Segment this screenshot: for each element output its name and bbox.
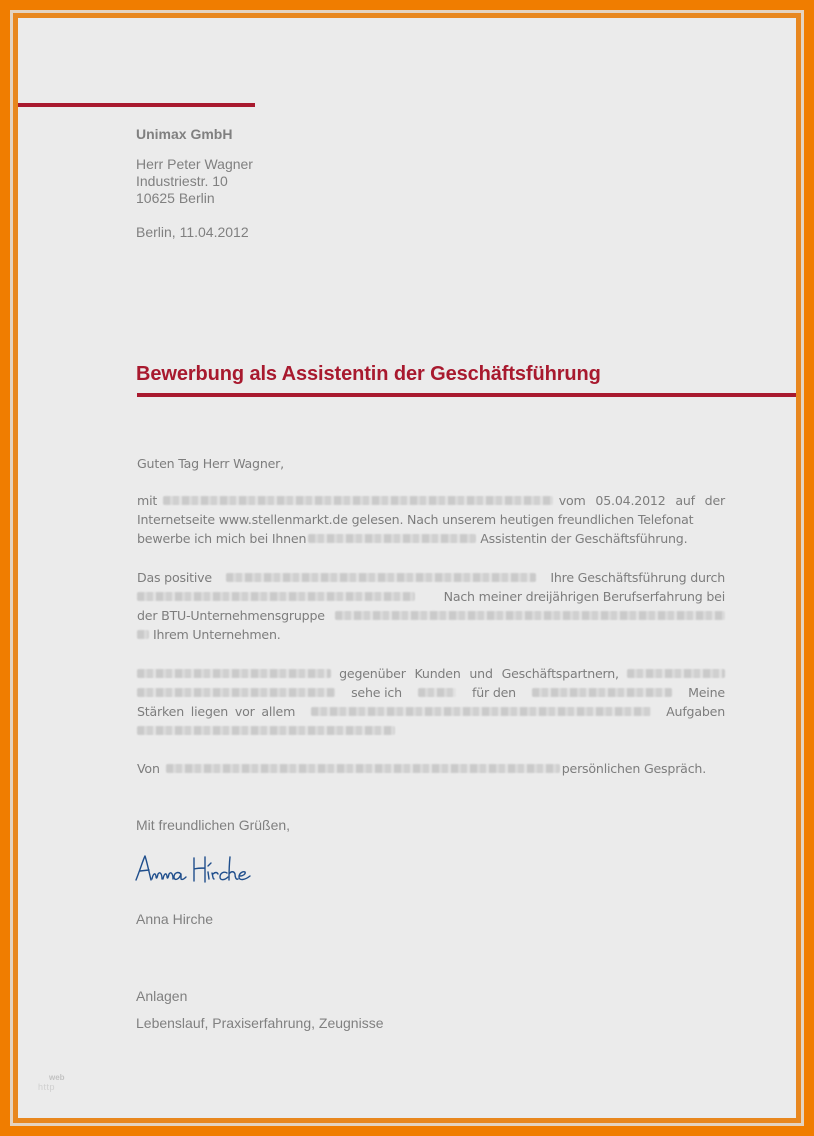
p3-line4 [137, 721, 725, 740]
watermark-logo [38, 1073, 78, 1097]
p1-line3 [137, 529, 725, 548]
attachments-label: Anlagen [136, 988, 188, 1004]
p3-line3 [137, 702, 725, 721]
handwritten-signature [134, 852, 266, 891]
p2-text: Das positive [137, 570, 212, 585]
p3-text: Meine [688, 685, 725, 700]
attachments-list: Lebenslauf, Praxiserfahrung, Zeugnisse [136, 1015, 384, 1031]
p3-text: Stärken liegen vor allem [137, 704, 296, 719]
watermark-line1: web [49, 1073, 65, 1082]
sender-company: Unimax GmbH [136, 126, 233, 142]
p3-text: für den [472, 685, 516, 700]
closing: Mit freundlichen Grüßen, [136, 817, 291, 833]
redacted-text [418, 688, 456, 697]
p3-text: gegenüber Kunden und Geschäftspartnern, [339, 666, 619, 681]
p2-text: Nach meiner dreijährigen Berufserfahrung bei [443, 589, 725, 604]
p2-line4 [137, 625, 725, 644]
p4-text: persönlichen Gespräch. [561, 761, 707, 776]
redacted-text [308, 534, 476, 543]
redacted-text [532, 688, 672, 697]
recipient-city: 10625 Berlin [136, 190, 215, 206]
redacted-text [166, 764, 560, 773]
subject-line: Bewerbung als Assistentin der Geschäftsführung [136, 363, 601, 385]
header-rule [18, 103, 255, 107]
redacted-text [311, 707, 651, 716]
place-date: Berlin, 11.04.2012 [136, 224, 249, 240]
p2-line2 [137, 587, 725, 606]
redacted-text [137, 592, 415, 601]
p1-text: Assistentin der Geschäftsführung. [480, 531, 688, 546]
p3-text: Aufgaben [666, 704, 725, 719]
p2-text: Ihrem Unternehmen. [153, 627, 281, 642]
redacted-text [163, 496, 553, 505]
watermark-line2: http [38, 1082, 56, 1092]
redacted-text [226, 573, 536, 582]
redacted-text [137, 688, 335, 697]
redacted-text [627, 669, 725, 678]
subject-rule [137, 393, 796, 397]
redacted-text [137, 630, 149, 639]
salutation-text: Guten Tag Herr Wagner, [137, 456, 284, 471]
recipient-street: Industriestr. 10 [136, 173, 228, 189]
p3-line2 [137, 683, 725, 702]
redacted-text [137, 669, 331, 678]
p4-line1 [137, 759, 725, 778]
p1-text: vom 05.04.2012 auf der [558, 493, 725, 508]
p1-line2 [137, 510, 725, 529]
p2-line1 [137, 568, 725, 587]
p3-text: sehe ich [351, 685, 402, 700]
p2-line3 [137, 606, 725, 625]
p4-text: Von [137, 761, 160, 776]
p1-text: mit [137, 493, 158, 508]
p1-text: bewerbe ich mich bei Ihnen [137, 531, 307, 546]
recipient-address [136, 156, 253, 207]
p1-line1 [137, 491, 725, 510]
p3-line1 [137, 664, 725, 683]
letter-page [18, 18, 796, 1118]
p2-text: Ihre Geschäftsführung durch [550, 570, 725, 585]
salutation [137, 454, 725, 473]
redacted-text [335, 611, 725, 620]
p1-text: Internetseite www.stellenmarkt.de gelesen. Nach unserem heutigen freundlichen Telefonat [137, 512, 694, 527]
recipient-name: Herr Peter Wagner [136, 156, 253, 172]
p2-text: der BTU-Unternehmensgruppe [137, 608, 325, 623]
redacted-text [137, 726, 395, 735]
signer-name: Anna Hirche [136, 911, 214, 927]
